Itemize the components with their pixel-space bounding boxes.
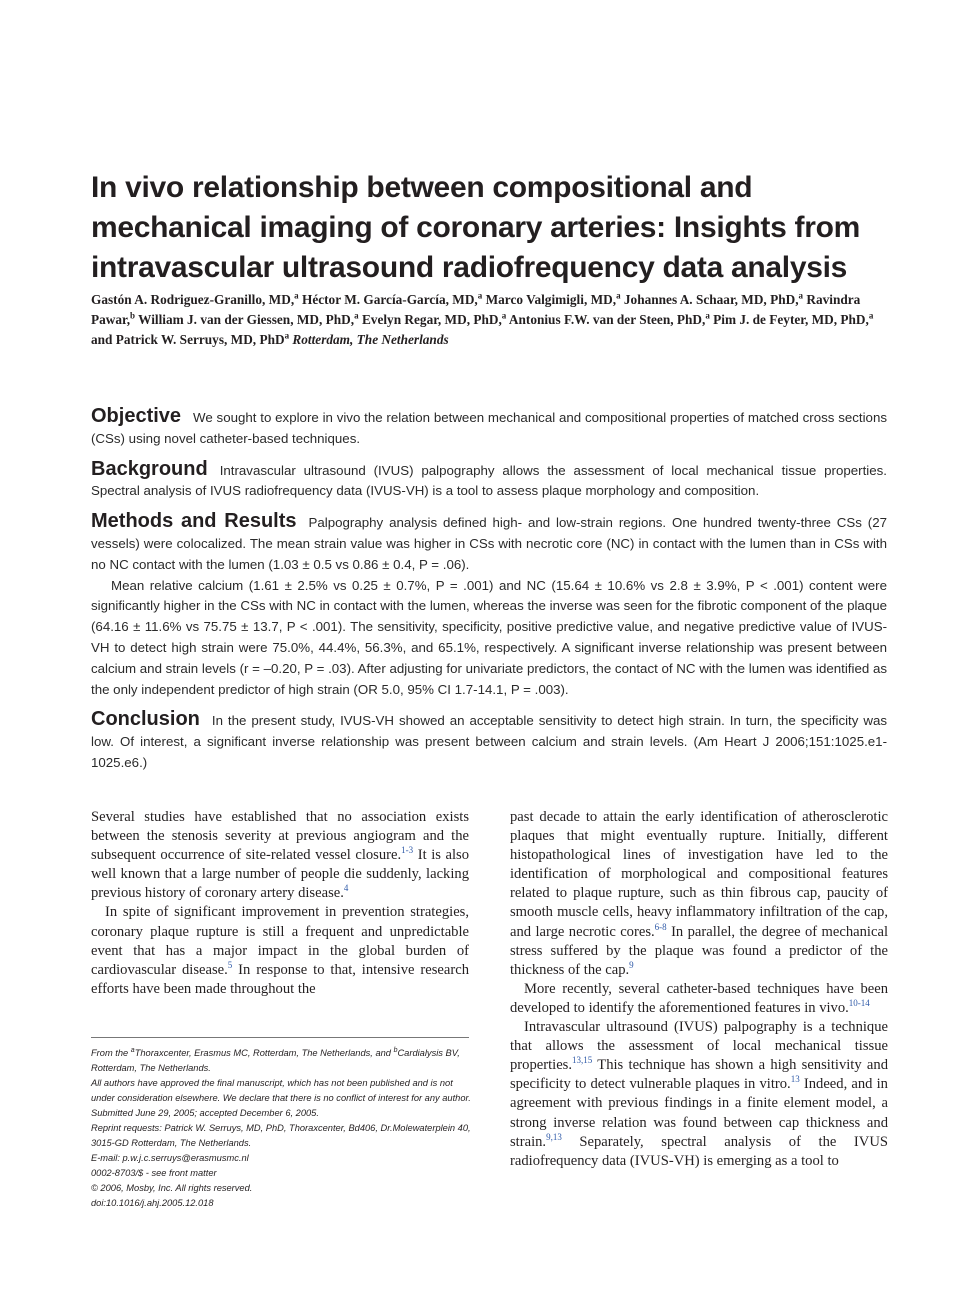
abstract-methods xyxy=(91,511,887,575)
abstract xyxy=(91,406,887,783)
citation-link[interactable]: 9,13 xyxy=(546,1131,562,1142)
affiliation-marker: a xyxy=(354,310,359,321)
citation-link[interactable]: 13 xyxy=(790,1074,800,1085)
author-name: Héctor M. García-García, MD, xyxy=(301,292,478,307)
citation-link[interactable]: 10-14 xyxy=(848,998,870,1009)
methods-heading: Methods and Results xyxy=(91,510,297,533)
footnote-reprint: Reprint requests: Patrick W. Serruys, MD, PhD, Thoraxcenter, Bd406, Dr.Molewaterplein 40, 3015-GD Rotterdam, The Netherlands. xyxy=(91,1123,471,1148)
abstract-objective xyxy=(91,406,887,450)
affiliation-marker: a xyxy=(284,330,290,341)
body-column-right xyxy=(510,808,888,1171)
footnotes xyxy=(91,1046,471,1211)
affiliation-marker: a xyxy=(868,310,874,321)
affiliation-marker: a xyxy=(798,290,804,301)
author-location: Rotterdam, The Netherlands xyxy=(292,332,449,347)
footnote-affiliations: From the $^a$Thoraxcenter, Erasmus MC, Rotterdam, The Netherlands, and $^b$Cardialysis BV, Rotterdam, The Netherlands. xyxy=(91,1046,460,1073)
citation-link[interactable]: 13,15 xyxy=(572,1055,593,1066)
abstract-conclusion xyxy=(91,709,887,773)
body-paragraph: Several studies have established that no association exists between the stenosis severity at previous angiogram and the subsequent occurrence of site-related vessel closure.$^{1-3}$ It is also well known that a large number of people die suddenly, lacking previous history of coronary artery disease.$^4$ xyxy=(91,809,470,902)
footnote-issn: 0002-8703/$ - see front matter xyxy=(91,1168,217,1178)
background-text: Intravascular ultrasound (IVUS) palpography allows the assessment of local mechanical tissue properties. Spectral analysis of IVUS radiofrequency data (IVUS-VH) is a tool to assess plaque morphology and composition. xyxy=(91,462,887,499)
footnote-copyright: © 2006, Mosby, Inc. All rights reserved. xyxy=(91,1183,253,1193)
article-title: In vivo relationship between compositional and mechanical imaging of coronary arteries: Insights from intravascular ultrasound radiofrequency data analysis xyxy=(91,171,861,284)
author-name: Pim J. de Feyter, MD, PhD, xyxy=(713,312,869,327)
affiliation-marker: b xyxy=(130,310,136,321)
abstract-background xyxy=(91,459,887,503)
body-paragraph: In spite of significant improvement in prevention strategies, coronary plaque rupture is still a frequent and unpredictable event that has a major impact in the global burden of cardiovascular disease.$^5$ In response to that, intensive research efforts have been made throughout the xyxy=(91,904,469,997)
author-name: Ravindra Pawar, xyxy=(91,292,861,327)
citation-link[interactable]: 6-8 xyxy=(654,921,667,932)
body-paragraph: Intravascular ultrasound (IVUS) palpography is a technique that allows the assessment of local mechanical tissue properties.$^{13,15}$ This technique has shown a high sensitivity and specificity to detect vulnerable plaques in vitro.$^{13}$ Indeed, and in agreement with previous findings in a finite element model, a strong inverse relation was found between cap thickness and strain.$^{9,13}$ Separately, spectral analysis of the IVUS radiofrequency data (IVUS-VH) is emerging as a tool to xyxy=(510,1019,888,1169)
author-name: Evelyn Regar, MD, PhD, xyxy=(361,312,502,327)
methods-text: Palpography analysis defined high- and low-strain regions. One hundred twenty-three CSs (27 vessels) were colocalized. The mean strain value was higher in CSs with necrotic core (NC) in contact with the lumen than in CSs with no NC contact with the lumen (1.03 ± 0.5 vs 0.86 ± 0.4, P = .06). xyxy=(91,515,887,572)
footnote-approval: All authors have approved the final manuscript, which has not been published and is not under consideration elsewhere. We declare that there is no conflict of interest for any author. xyxy=(91,1078,471,1103)
author-name: Patrick W. Serruys, MD, PhD xyxy=(115,332,285,347)
affiliation-marker: a xyxy=(616,290,621,301)
body-paragraph: More recently, several catheter-based techniques have been developed to identify the aforementioned features in vivo.$^{10-14}$ xyxy=(510,980,888,1016)
author-name: Antonius F.W. van der Steen, PhD, xyxy=(508,312,706,327)
body-paragraph: past decade to attain the early identification of atherosclerotic plaques that might eventually rupture. Initially, different histopathological lines of investigation have led to the identification of morphological and compositional features related to plaque rupture, such as thin fibrous cap, paucity of smooth muscle cells, heavy inflammatory infiltration of the cap, and large necrotic cores.$^{6-8}$ In parallel, the degree of mechanical stress suffered by the plaque was found a predictor of the thickness of the cap.$^9$ xyxy=(510,809,889,978)
conclusion-heading: Conclusion xyxy=(91,708,200,731)
author-name: and xyxy=(91,332,113,347)
footnote-email: E-mail: p.w.j.c.serruys@erasmusmc.nl xyxy=(91,1153,249,1163)
affiliation-marker: a xyxy=(705,310,710,321)
author-list xyxy=(91,290,891,350)
author-name: William J. van der Giessen, MD, PhD, xyxy=(138,312,355,327)
footnote-divider xyxy=(91,1037,469,1038)
citation-link[interactable]: 1-3 xyxy=(401,845,414,856)
author-name: Johannes A. Schaar, MD, PhD, xyxy=(623,292,799,307)
affiliation-marker: a xyxy=(294,290,299,301)
citation-link[interactable]: 5 xyxy=(227,959,233,970)
affiliation-marker: a xyxy=(501,310,507,321)
author-name: Gastón A. Rodriguez-Granillo, MD, xyxy=(91,292,295,307)
objective-text: We sought to explore in vivo the relation between mechanical and compositional properties of matched cross sections (CSs) using novel catheter-based techniques. xyxy=(91,410,887,446)
body-column-left xyxy=(91,808,469,999)
objective-heading: Objective xyxy=(91,405,182,427)
footnote-submitted: Submitted June 29, 2005; accepted December 6, 2005. xyxy=(91,1108,319,1118)
abstract-methods-continued: Mean relative calcium (1.61 ± 2.5% vs 0.25 ± 0.7%, P = .001) and NC (15.64 ± 10.6% vs 2.8 ± 3.9%, P < .001) content were significantly higher in the CSs with NC in contact with the lumen, whereas the inverse was seen for the fibrotic component of the plaque (64.16 ± 11.6% vs 75.75 ± 13.7, P < .001). The sensitivity, specificity, positive predictive value, and negative predictive value of IVUS-VH to detect high strain were 75.0%, 44.4%, 56.3%, and 65.1%, respectively. A significant inverse relationship was present between calcium and strain levels (r = –0.20, P = .03). After adjusting for univariate predictors, the contact of NC with the lumen was identified as the only independent predictor of high strain (OR 5.0, 95% CI 1.7-14.1, P = .003). xyxy=(91,577,887,697)
author-name: Marco Valgimigli, MD, xyxy=(485,292,617,307)
citation-link[interactable]: 4 xyxy=(343,883,349,894)
affiliation-marker: a xyxy=(477,290,483,301)
footnote-doi: doi:10.1016/j.ahj.2005.12.018 xyxy=(91,1198,214,1208)
citation-link[interactable]: 9 xyxy=(629,959,634,970)
background-heading: Background xyxy=(91,457,208,480)
conclusion-text: In the present study, IVUS-VH showed an acceptable sensitivity to detect high strain. In turn, the specificity was low. Of interest, a significant inverse relationship was present between calcium and strain levels. (Am Heart J 2006;151:1025.e1-1025.e6.) xyxy=(91,713,887,770)
